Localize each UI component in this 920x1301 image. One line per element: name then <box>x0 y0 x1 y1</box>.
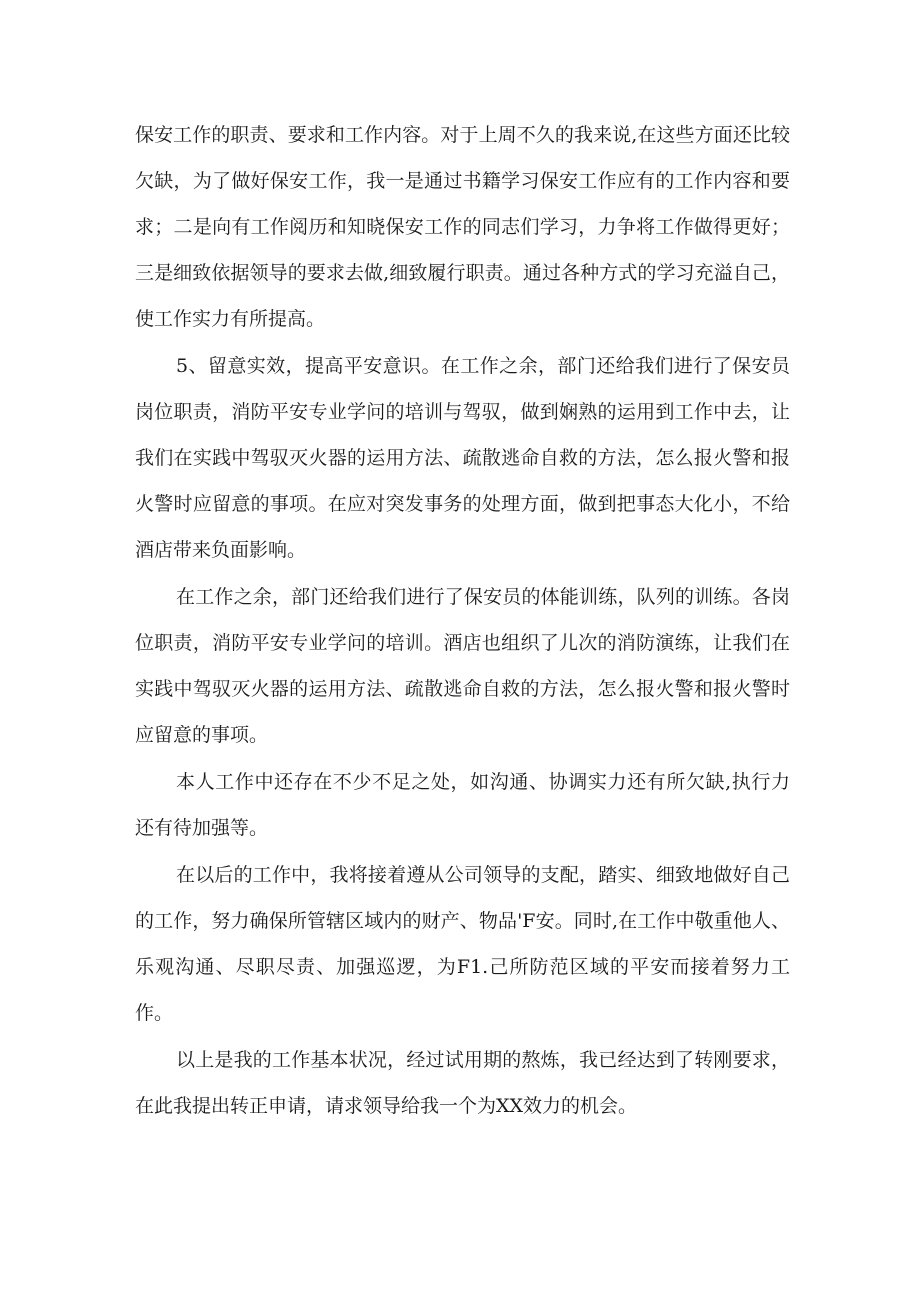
paragraph-3: 在工作之余，部门还给我们进行了保安员的体能训练，队列的训练。各岗位职责，消防平安专业学问的培训。酒店也组织了儿次的消防演练，让我们在实践中驾驭灭火器的运用方法、疏散逃命自救的方法，怎么报火警和报火警时应留意的事项。 <box>135 586 790 746</box>
document-body <box>135 112 790 1130</box>
paragraph-5: 在以后的工作中，我将接着遵从公司领导的支配，踏实、细致地做好自己的工作，努力确保所管辖区域内的财产、物品'F安。同时,在工作中敬重他人、乐观沟通、尽职尽责、加强巡逻，为F1.己所防范区域的平安而接着努力工作。 <box>135 864 790 1024</box>
paragraph-6: 以上是我的工作基本状况，经过试用期的熬炼，我已经达到了转刚要求，在此我提出转正申请，请求领导给我一个为XX效力的机会。 <box>135 1049 790 1117</box>
paragraph-4: 本人工作中还存在不少不足之处，如沟通、协调实力还有所欠缺,执行力还有待加强等。 <box>135 771 790 839</box>
paragraph-1: 保安工作的职责、要求和工作内容。对于上周不久的我来说,在这些方面还比较欠缺，为了做好保安工作，我一是通过书籍学习保安工作应有的工作内容和要求；二是向有工作阅历和知晓保安工作的同志们学习，力争将工作做得更好；三是细致依据领导的要求去做,细致履行职责。通过各种方式的学习充溢自己，使工作实力有所提高。 <box>135 124 790 330</box>
paragraph-2: 5、留意实效，提高平安意识。在工作之余，部门还给我们进行了保安员岗位职责，消防平安专业学问的培训与驾驭，做到娴熟的运用到工作中去，让我们在实践中驾驭灭火器的运用方法、疏散逃命自救的方法，怎么报火警和报火警时应留意的事项。在应对突发事务的处理方面，做到把事态大化小，不给酒店带来负面影响。 <box>135 355 790 561</box>
